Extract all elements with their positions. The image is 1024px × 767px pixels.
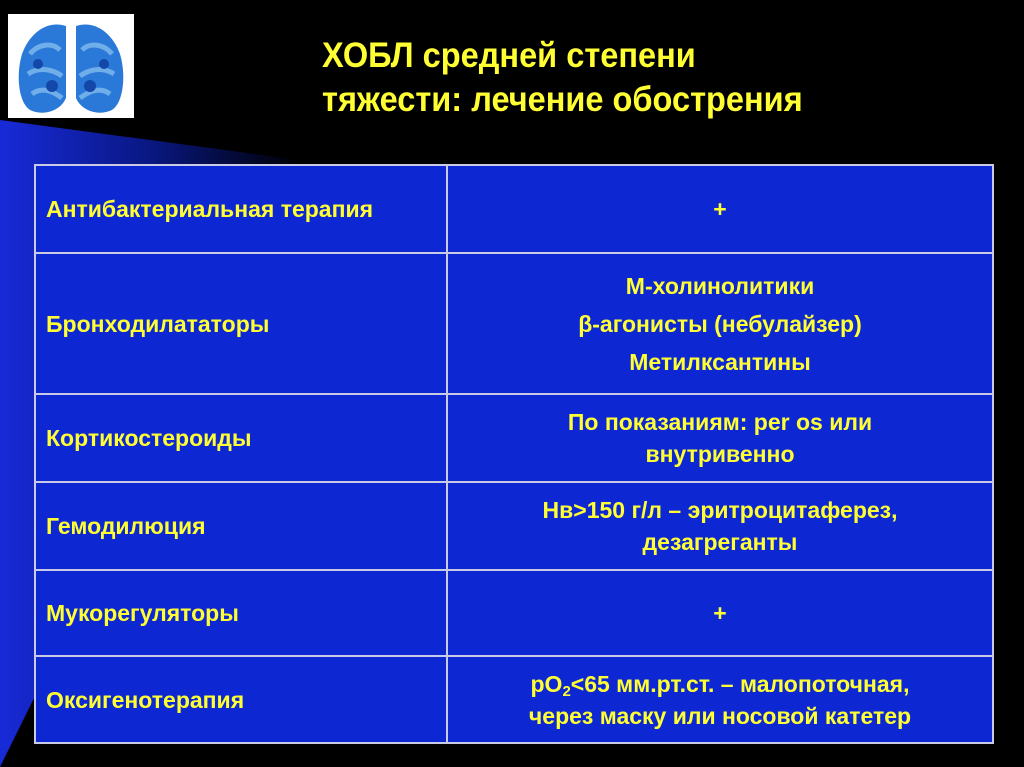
title-line-1: ХОБЛ средней степени: [322, 36, 696, 75]
row-value: [447, 482, 993, 570]
value-line: внутривенно: [645, 441, 795, 467]
value-line: М-холинолитики: [625, 272, 815, 299]
slide-title: [322, 34, 964, 122]
row-value: [447, 165, 993, 253]
row-label-text: Оксигенотерапия: [46, 686, 245, 713]
value-line: через маску или носовой катетер: [528, 702, 912, 729]
treatment-table: [34, 164, 994, 744]
value-line: β-агонисты (небулайзер): [578, 310, 862, 337]
table-row: [35, 656, 993, 743]
row-label-text: Антибактериальная терапия: [46, 196, 374, 222]
value-prefix: рО: [530, 670, 563, 697]
value-line: Метилксантины: [629, 348, 811, 375]
row-label-text: Гемодилюция: [46, 513, 206, 539]
row-label: [35, 570, 447, 656]
value-line: +: [713, 196, 727, 222]
value-line: По показаниям: per os или: [567, 409, 873, 435]
table-row: [35, 165, 993, 253]
row-value: [447, 394, 993, 482]
lungs-icon: [8, 14, 134, 118]
row-value: [447, 253, 993, 394]
row-label-text: Мукорегуляторы: [46, 600, 239, 626]
value-line: Нв>150 г/л – эритроцитаферез,: [542, 497, 898, 523]
row-label: [35, 394, 447, 482]
table-row: [35, 482, 993, 570]
row-value: [447, 570, 993, 656]
value-line: дезагреганты: [642, 529, 798, 555]
value-subscript: 2: [562, 682, 571, 700]
row-label-text: Кортикостероиды: [46, 425, 252, 451]
lungs-logo: [8, 14, 134, 118]
value-suffix: <65 мм.рт.ст. – малопоточная,: [570, 670, 910, 697]
title-line-2: тяжести: лечение обострения: [322, 80, 803, 119]
row-label: [35, 656, 447, 743]
table-row: [35, 570, 993, 656]
row-label: [35, 482, 447, 570]
row-label: [35, 253, 447, 394]
table-row: [35, 253, 993, 394]
row-label: [35, 165, 447, 253]
row-label-text: Бронходилататоры: [46, 310, 270, 337]
value-line: +: [713, 600, 727, 626]
row-value: [447, 656, 993, 743]
value-line: [458, 668, 982, 700]
table-row: [35, 394, 993, 482]
